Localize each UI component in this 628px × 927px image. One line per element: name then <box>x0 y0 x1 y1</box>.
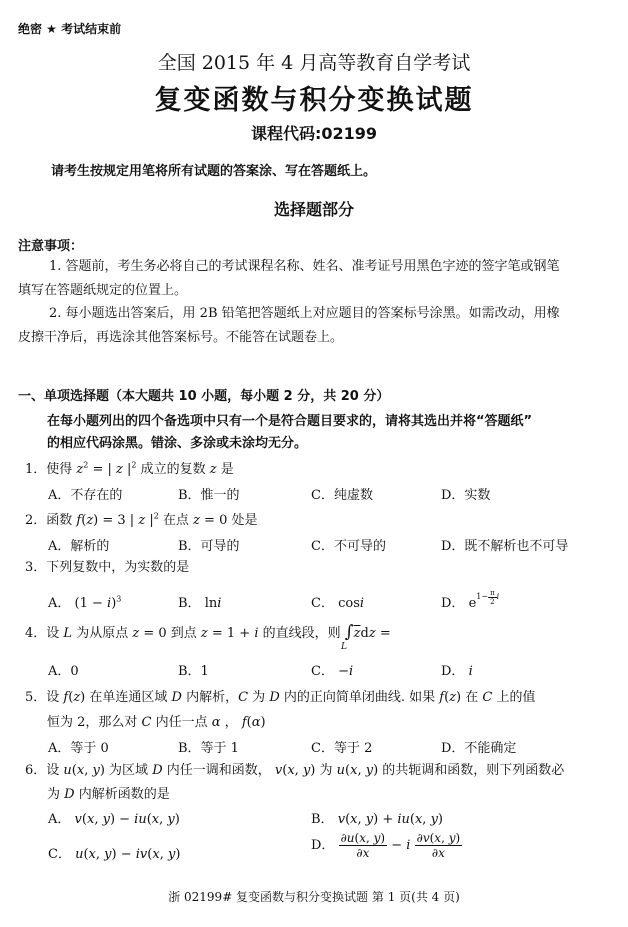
q5-option-b: B．等于 1 <box>178 741 239 756</box>
q5-option-d: D．不能确定 <box>441 741 517 756</box>
question-2: 2．函数 f(z) = 3 | z $|^2$ 在点 z = 0 处是 <box>25 511 258 528</box>
q3-option-b: B． lni <box>178 596 222 611</box>
question-4: 4．设 L 为从原点 z = 0 到点 z = 1 + i 的直线段，则 $\int\overline{z}dz$ = <box>25 622 391 642</box>
integral-path-label: L <box>341 642 347 652</box>
note-1-line2: 填写在答题纸规定的位置上。 <box>18 283 188 298</box>
note-2-line1: 2. 每小题选出答案后，用 2B 铅笔把答题纸上对应题目的答案标号涂黑。如需改动，用橡 <box>49 306 560 321</box>
q1-option-b: B．惟一的 <box>178 488 240 503</box>
notes-title: 注意事项： <box>18 239 84 254</box>
q2-option-c: C．不可导的 <box>311 539 386 554</box>
note-1-line1: 1. 答题前，考生务必将自己的考试课程名称、姓名、准考证号用黑色字迹的签字笔或钢笔 <box>49 259 560 274</box>
q6-option-d: D． $\frac{\partial u(x, y)}{\partial x}$ − i $\frac{\partial v(x, y)}{\partial x}$ <box>311 831 461 860</box>
q1-option-d: D．实数 <box>441 488 491 503</box>
q2-option-a: A．解析的 <box>48 539 110 554</box>
q3-option-d: D． $e^{1- \frac{\pi}{2} i}$ <box>441 588 500 611</box>
note-2-line2: 皮擦干净后，再选涂其他答案标号。不能答在试题卷上。 <box>18 330 344 345</box>
q3-option-c: C． cosi <box>311 596 365 611</box>
question-5-line2: 恒为 2，那么对 C 内任一点 α ， f(α) <box>47 715 266 730</box>
part-desc-line2: 的相应代码涂黑。错涂、多涂或未涂均无分。 <box>47 436 308 451</box>
q6-option-b: B． v(x, y) + iu(x, y) <box>311 812 443 827</box>
question-1: 1．使得 $z^2$ = | z $|^2$ 成立的复数 z 是 <box>25 460 234 477</box>
exam-subject-title: 复变函数与积分变换试题 <box>154 85 474 116</box>
q1-option-c: C．纯虚数 <box>311 488 373 503</box>
q3-option-a: A． $(1 - i)^3$ <box>48 594 122 611</box>
q4-option-c: C． −i <box>311 664 354 679</box>
part-desc-line1: 在每小题列出的四个备选项中只有一个是符合题目要求的，请将其选出并将“答题纸” <box>47 414 533 429</box>
section-heading: 选择题部分 <box>273 200 354 219</box>
confidential-label: 绝密 ★ 考试结束前 <box>18 22 122 36</box>
question-5-line1: 5．设 f(z) 在单连通区域 D 内解析，C 为 D 内的正向简单闭曲线. 如果 f(z) 在 C 上的值 <box>25 690 536 705</box>
q5-option-c: C．等于 2 <box>311 741 373 756</box>
q1-option-a: A．不存在的 <box>48 488 123 503</box>
part-title: 一、单项选择题（本大题共 10 小题，每小题 2 分，共 20 分） <box>18 389 390 404</box>
question-6-line1: 6．设 u(x, y) 为区域 D 内任一调和函数， v(x, y) 为 u(x, y) 的共轭调和函数，则下列函数必 <box>25 763 565 778</box>
q2-option-d: D．既不解析也不可导 <box>441 539 569 554</box>
q6-option-c: C． u(x, y) − iv(x, y) <box>48 847 181 862</box>
q6-option-a: A． v(x, y) − iu(x, y) <box>48 812 180 827</box>
q4-option-b: B．1 <box>178 664 209 679</box>
q4-option-d: D． i <box>441 664 473 679</box>
exam-title: 全国 2015 年 4 月高等教育自学考试 <box>157 52 471 74</box>
question-6-line2: 为 D 内解析函数的是 <box>47 787 170 802</box>
course-code: 课程代码:02199 <box>250 124 378 143</box>
question-3: 3．下列复数中，为实数的是 <box>25 560 190 575</box>
instruction: 请考生按规定用笔将所有试题的答案涂、写在答题纸上。 <box>51 164 377 179</box>
q2-option-b: B．可导的 <box>178 539 240 554</box>
q5-option-a: A．等于 0 <box>48 741 109 756</box>
page-footer: 浙 02199# 复变函数与积分变换试题 第 1 页(共 4 页) <box>168 890 460 904</box>
q4-option-a: A．0 <box>48 664 79 679</box>
